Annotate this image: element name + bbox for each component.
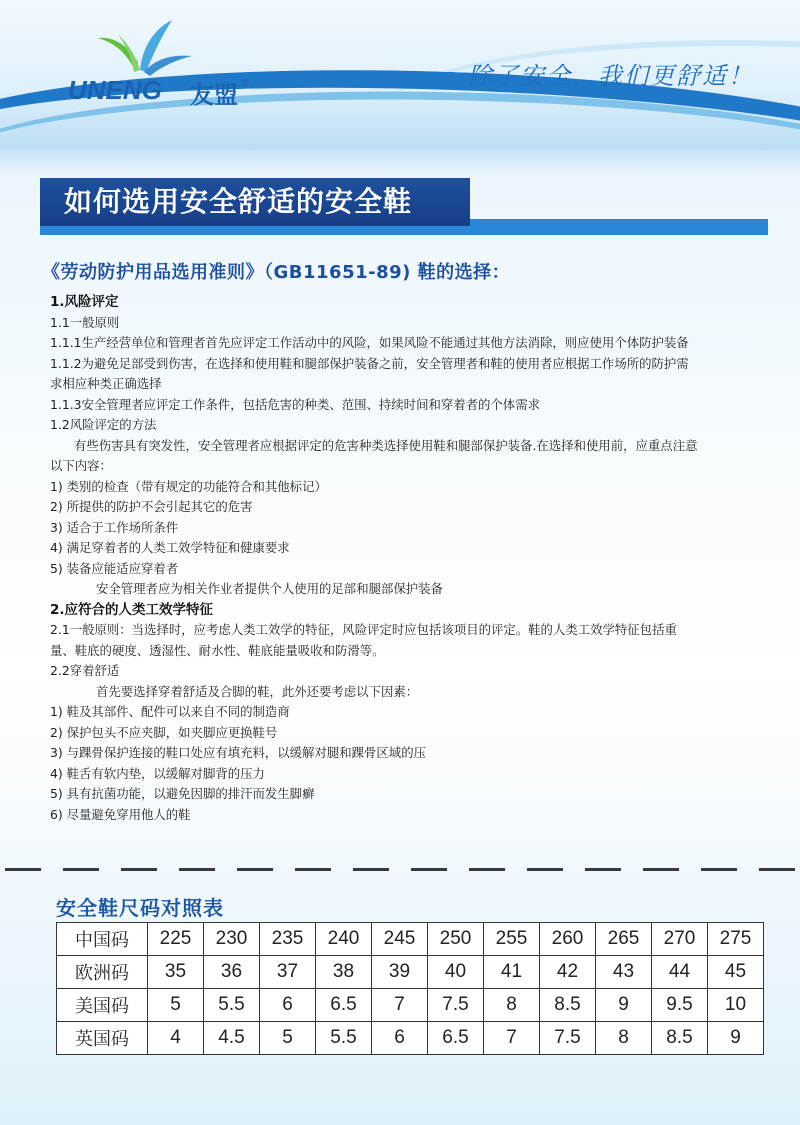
- row-label: 欧洲码: [57, 956, 148, 989]
- text-line: 1.2风险评定的方法: [50, 417, 157, 432]
- table-cell: 38: [316, 956, 372, 989]
- table-cell: 8.5: [652, 1022, 708, 1055]
- text-line: 以下内容：: [50, 458, 112, 473]
- text-line: 安全管理者应为相关作业者提供个人使用的足部和腿部保护装备: [96, 581, 443, 596]
- dash: [527, 868, 563, 871]
- logo-text: UNENG: [68, 75, 162, 105]
- text-line: 1) 类别的检查（带有规定的功能符合和其他标记）: [50, 478, 327, 494]
- size-table-title: 安全鞋尺码对照表: [56, 896, 224, 920]
- brand-logo: [68, 20, 268, 110]
- dash: [759, 868, 795, 871]
- table-cell: 260: [540, 923, 596, 956]
- table-cell: 7: [372, 989, 428, 1022]
- table-cell: 4.5: [204, 1022, 260, 1055]
- table-cell: 225: [148, 923, 204, 956]
- table-cell: 45: [708, 956, 764, 989]
- dash: [121, 868, 157, 871]
- row-label: 中国码: [57, 923, 148, 956]
- registered-mark: ®: [240, 76, 251, 89]
- table-cell: 5.5: [204, 989, 260, 1022]
- section-heading: 2.应符合的人类工效学特征: [50, 601, 214, 618]
- text-line: 1) 鞋及其部件、配件可以来自不同的制造商: [50, 704, 290, 719]
- dash: [585, 868, 621, 871]
- header-bottom-band: [0, 150, 800, 178]
- table-cell: 6: [372, 1022, 428, 1055]
- dash: [179, 868, 215, 871]
- body-text: [50, 292, 770, 825]
- text-line: 2.1一般原则：当选择时，应考虑人类工效学的特征，风险评定时应包括该项目的评定。鞋的人类工效学特征包括重: [50, 622, 677, 637]
- dash: [237, 868, 273, 871]
- dash: [411, 868, 447, 871]
- table-cell: 230: [204, 923, 260, 956]
- table-cell: 240: [316, 923, 372, 956]
- table-cell: 6.5: [316, 989, 372, 1022]
- table-cell: 43: [596, 956, 652, 989]
- text-line: 5) 装备应能适应穿着者: [50, 560, 179, 576]
- text-line: 量、鞋底的硬度、透湿性、耐水性、鞋底能量吸收和防滑等。: [50, 642, 385, 658]
- table-cell: 36: [204, 956, 260, 989]
- dash: [295, 868, 331, 871]
- table-cell: 6.5: [428, 1022, 484, 1055]
- dash: [469, 868, 505, 871]
- leaf-icon: [88, 16, 208, 76]
- text-line: 有些伤害具有突发性，安全管理者应根据评定的危害种类选择使用鞋和腿部保护装备.在选择和使用前，应重点注意: [74, 437, 698, 453]
- section-heading: 1.风险评定: [50, 294, 119, 310]
- table-row: [57, 989, 764, 1022]
- dash: [63, 868, 99, 871]
- table-cell: 5.5: [316, 1022, 372, 1055]
- table-cell: 40: [428, 956, 484, 989]
- table-cell: 37: [260, 956, 316, 989]
- table-cell: 255: [484, 923, 540, 956]
- table-row: [57, 956, 764, 989]
- dash: [643, 868, 679, 871]
- table-cell: 9: [708, 1022, 764, 1055]
- table-cell: 41: [484, 956, 540, 989]
- logo-cn-text: 友盟: [190, 81, 238, 109]
- text-line: 1.1一般原则: [50, 314, 120, 330]
- slogan: 除了安全，我们更舒适！: [468, 62, 754, 90]
- text-line: 2) 保护包头不应夹脚，如夹脚应更换鞋号: [50, 724, 278, 740]
- table-cell: 9: [596, 989, 652, 1022]
- table-cell: 8: [484, 989, 540, 1022]
- table-cell: 235: [260, 923, 316, 956]
- table-cell: 7.5: [428, 989, 484, 1022]
- table-cell: 5: [148, 989, 204, 1022]
- table-cell: 6: [260, 989, 316, 1022]
- text-line: 6) 尽量避免穿用他人的鞋: [50, 806, 191, 822]
- text-line: 1.1.1生产经营单位和管理者首先应评定工作活动中的风险，如果风险不能通过其他方法消除，则应使用个体防护装备: [50, 335, 689, 350]
- table-cell: 10: [708, 989, 764, 1022]
- section-subtitle: 《劳动防护用品选用准则》（GB11651-89) 鞋的选择：: [42, 262, 511, 283]
- table-cell: 270: [652, 923, 708, 956]
- text-line: 2) 所提供的防护不会引起其它的危害: [50, 499, 253, 514]
- table-cell: 8: [596, 1022, 652, 1055]
- dash: [701, 868, 737, 871]
- dashed-divider: [0, 868, 800, 872]
- size-table: [56, 922, 764, 1055]
- table-row: [57, 1022, 764, 1055]
- dash: [5, 868, 41, 871]
- table-cell: 245: [372, 923, 428, 956]
- table-row: [57, 923, 764, 956]
- text-line: 首先要选择穿着舒适及合脚的鞋，此外还要考虑以下因素：: [96, 683, 419, 699]
- text-line: 1.1.2为避免足部受到伤害，在选择和使用鞋和腿部保护装备之前，安全管理者和鞋的使用者应根据工作场所的防护需: [50, 355, 689, 371]
- text-line: 5) 具有抗菌功能，以避免因脚的排汗而发生脚癣: [50, 786, 315, 801]
- dash: [353, 868, 389, 871]
- table-cell: 8.5: [540, 989, 596, 1022]
- text-line: 3) 适合于工作场所条件: [50, 519, 179, 535]
- table-cell: 42: [540, 956, 596, 989]
- table-cell: 250: [428, 923, 484, 956]
- table-cell: 7.5: [540, 1022, 596, 1055]
- text-line: 4) 满足穿着者的人类工效学特征和健康要求: [50, 540, 290, 555]
- table-cell: 44: [652, 956, 708, 989]
- text-line: 4) 鞋舌有软内垫，以缓解对脚背的压力: [50, 765, 265, 781]
- text-line: 求相应种类正确选择: [50, 376, 162, 391]
- row-label: 英国码: [57, 1022, 148, 1055]
- table-cell: 265: [596, 923, 652, 956]
- text-line: 2.2穿着舒适: [50, 663, 120, 678]
- table-cell: 5: [260, 1022, 316, 1055]
- table-cell: 4: [148, 1022, 204, 1055]
- table-cell: 275: [708, 923, 764, 956]
- page-title: 如何选用安全舒适的安全鞋: [40, 178, 470, 226]
- text-line: 1.1.3安全管理者应评定工作条件，包括危害的种类、范围、持续时间和穿着者的个体需求: [50, 396, 540, 412]
- row-label: 美国码: [57, 989, 148, 1022]
- text-line: 3) 与踝骨保护连接的鞋口处应有填充料，以缓解对腿和踝骨区域的压: [50, 745, 426, 760]
- table-cell: 35: [148, 956, 204, 989]
- table-cell: 9.5: [652, 989, 708, 1022]
- table-cell: 7: [484, 1022, 540, 1055]
- header: [0, 0, 800, 150]
- table-cell: 39: [372, 956, 428, 989]
